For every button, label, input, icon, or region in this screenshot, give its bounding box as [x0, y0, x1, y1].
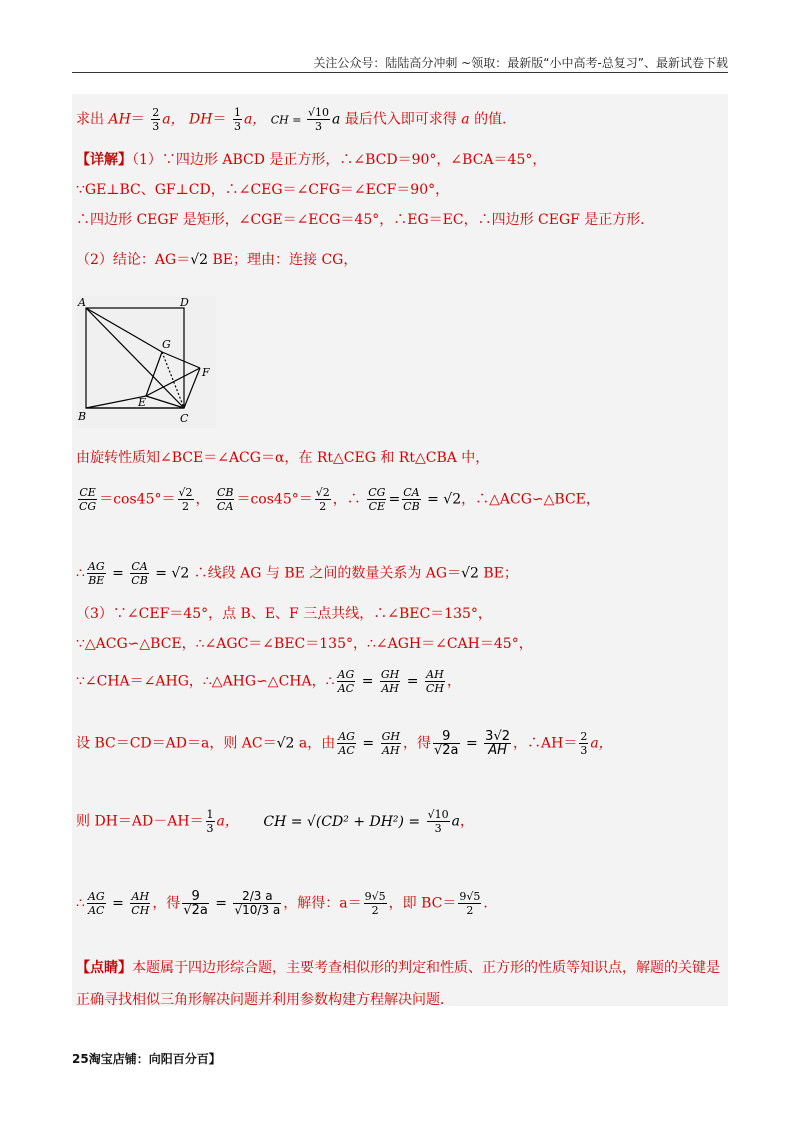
- frac-sqrt10-3-b: $\frac{√10}{3}$: [427, 808, 449, 835]
- line-16: 正确寻找相似三角形解决问题并利用参数构建方程解决问题．: [76, 992, 454, 1008]
- line-12: 设 BC＝CD＝AD＝a，则 AC＝√2 a，由 $\frac{AG}{AC}$ = $\frac{GH}{AH}$ ，得 $\frac{9}{√2a}$ = $\frac{3√2}{AH}$ ，∴AH＝ $\frac{2}{3}$ a，: [76, 729, 613, 758]
- frac-ah-ch-2: $\frac{AH}{CH}$: [131, 890, 150, 917]
- l1-l: 的值．: [469, 111, 517, 128]
- l1-k: a: [461, 111, 470, 128]
- frac-ag-ac-3: $\frac{AG}{AC}$: [87, 890, 105, 917]
- label-c: C: [180, 412, 189, 425]
- l1-h: CH =: [270, 113, 305, 127]
- label-e: E: [138, 396, 147, 409]
- l1-b: AH: [108, 111, 131, 128]
- frac-9sqrt5-2-b: $\frac{9√5}{2}$: [459, 890, 481, 917]
- line-11: ∵∠CHA＝∠AHG，∴△AHG∽△CHA，∴ $\frac{AG}{AC}$ = $\frac{GH}{AH}$ = $\frac{AH}{CH}$ ，: [76, 668, 461, 695]
- l2-text: （1）∵四边形 ABCD 是正方形，∴∠BCD＝90°，∠BCA＝45°，: [132, 152, 547, 168]
- frac-ca-cb-2: $\frac{CA}{CB}$: [131, 560, 148, 587]
- line-3: ∵GE⊥BC、GF⊥CD，∴∠CEG＝∠CFG＝∠ECF＝90°，: [76, 182, 450, 198]
- frac-ag-ac-2: $\frac{AG}{AC}$: [338, 730, 355, 757]
- l1-i: a: [332, 111, 341, 128]
- frac-nested: $\frac{2/3 a}{√10/3 a}$: [234, 889, 281, 917]
- frac-cg-ce: $\frac{CG}{CE}$: [368, 486, 386, 513]
- diagonal-ac: [86, 308, 184, 408]
- l5-a: （2）结论：AG＝: [76, 252, 191, 268]
- detail-tag: 【详解】: [76, 152, 132, 168]
- frac-ca-cb: $\frac{CA}{CB}$: [403, 486, 420, 513]
- frac-gh-ah: $\frac{GH}{AH}$: [380, 668, 400, 695]
- l5-sqrt: √2: [190, 252, 209, 268]
- label-a: A: [78, 296, 86, 309]
- solution-panel: [72, 94, 728, 1006]
- label-b: B: [78, 410, 87, 423]
- line-6: 由旋转性质知∠BCE＝∠ACG＝α，在 Rt△CEG 和 Rt△CBA 中，: [76, 450, 490, 466]
- frac-2-3-b: $\frac{2}{3}$: [580, 730, 588, 757]
- frac-sqrt2-2-a: $\frac{√2}{2}$: [178, 486, 193, 513]
- header-rule: [72, 72, 728, 73]
- frac-1-3-b: $\frac{1}{3}$: [206, 808, 214, 835]
- line-13: 则 DH＝AD－AH＝ $\frac{1}{3}$ a， CH = √(CD² + DH²) = $\frac{√10}{3}$ a，: [76, 808, 474, 835]
- page-footer: 25淘宝店铺：向阳百分百】: [72, 1052, 221, 1066]
- line-14: ∴ $\frac{AG}{AC}$ = $\frac{AH}{CH}$ ，得 $\frac{9}{√2a}$ = $\frac{2/3 a}{√10/3 a}$ ，解得：a＝ $\frac{9√5}{2}$ ，即 BC＝ $\frac{9√5}{2}$ ．: [76, 889, 498, 918]
- l1-e: DH: [189, 111, 213, 128]
- frac-9sqrt5-2-a: $\frac{9√5}{2}$: [364, 890, 386, 917]
- square-diagram: [76, 296, 216, 428]
- segment-be: [86, 396, 146, 408]
- frac-sqrt10-3: $\frac{√10}{3}$: [307, 106, 329, 133]
- l1-a: 求出: [76, 111, 109, 128]
- segment-fc: [184, 368, 200, 408]
- line-15: 【点睛】本题属于四边形综合题，主要考查相似形的判定和性质、正方形的性质等知识点，解题的关键是: [76, 960, 720, 976]
- frac-9-sqrt2a-2: $\frac{9}{√2a}$: [183, 889, 208, 918]
- frac-sqrt2-2-b: $\frac{√2}{2}$: [315, 486, 330, 513]
- frac-cb-ca: $\frac{CB}{CA}$: [216, 486, 234, 513]
- geometry-figure: [76, 296, 216, 428]
- frac-ce-cg: $\frac{CE}{CG}$: [79, 486, 97, 513]
- line-1: [76, 106, 516, 133]
- frac-gh-ah-2: $\frac{GH}{AH}$: [381, 730, 400, 757]
- line-7: $\frac{CE}{CG}$ ＝cos45°＝ $\frac{√2}{2}$ ， $\frac{CB}{CA}$ ＝cos45°＝ $\frac{√2}{2}$ ，∴ $\frac{CG}{CE}$ = $\frac{CA}{CB}$ = √2，∴△ACG∽△BCE，: [79, 486, 600, 513]
- line-8: ∴ $\frac{AG}{BE}$ = $\frac{CA}{CB}$ = √2 ∴线段 AG 与 BE 之间的数量关系为 AG＝√2 BE；: [76, 560, 518, 587]
- label-d: D: [180, 296, 189, 309]
- frac-1-3: $\frac{1}{3}$: [233, 106, 241, 133]
- remark-tag: 【点睛】: [76, 960, 132, 976]
- frac-ag-ac: $\frac{AG}{AC}$: [337, 668, 355, 695]
- line-5: [76, 250, 357, 270]
- frac-ah-ch: $\frac{AH}{CH}$: [425, 668, 444, 695]
- l1-c: ＝: [130, 111, 145, 128]
- page-header: 关注公众号：陆陆高分冲刺 ~领取：最新版“小中高考-总复习”、最新试卷下载: [313, 56, 728, 70]
- segment-ag: [86, 308, 162, 352]
- label-f: F: [202, 366, 210, 379]
- l5-c: BE；理由：连接 CG，: [208, 252, 358, 268]
- frac-9-sqrt2a: $\frac{9}{√2a}$: [434, 729, 459, 758]
- frac-ag-be: $\frac{AG}{BE}$: [87, 560, 105, 587]
- frac-2-3: $\frac{2}{3}$: [152, 106, 160, 133]
- l1-f: ＝: [212, 111, 227, 128]
- label-g: G: [162, 338, 171, 351]
- frac-3sqrt2-ah: $\frac{3√2}{AH}$: [485, 729, 510, 758]
- line-9: （3）∵∠CEF＝45°，点 B、E、F 三点共线，∴∠BEC＝135°，: [76, 606, 492, 622]
- line-10: ∵△ACG∽△BCE，∴∠AGC＝∠BEC＝135°，∴∠AGH＝∠CAH＝45°，: [76, 636, 533, 652]
- l1-d: a，: [162, 111, 185, 128]
- l1-g: a，: [243, 111, 267, 128]
- line-2: [76, 150, 546, 170]
- l1-j: 最后代入即可求得: [344, 111, 462, 128]
- segment-gf: [162, 352, 200, 368]
- line-4: ∴四边形 CEGF 是矩形，∠CGE＝∠ECG＝45°，∴EG＝EC，∴四边形 CEGF 是正方形．: [76, 212, 655, 228]
